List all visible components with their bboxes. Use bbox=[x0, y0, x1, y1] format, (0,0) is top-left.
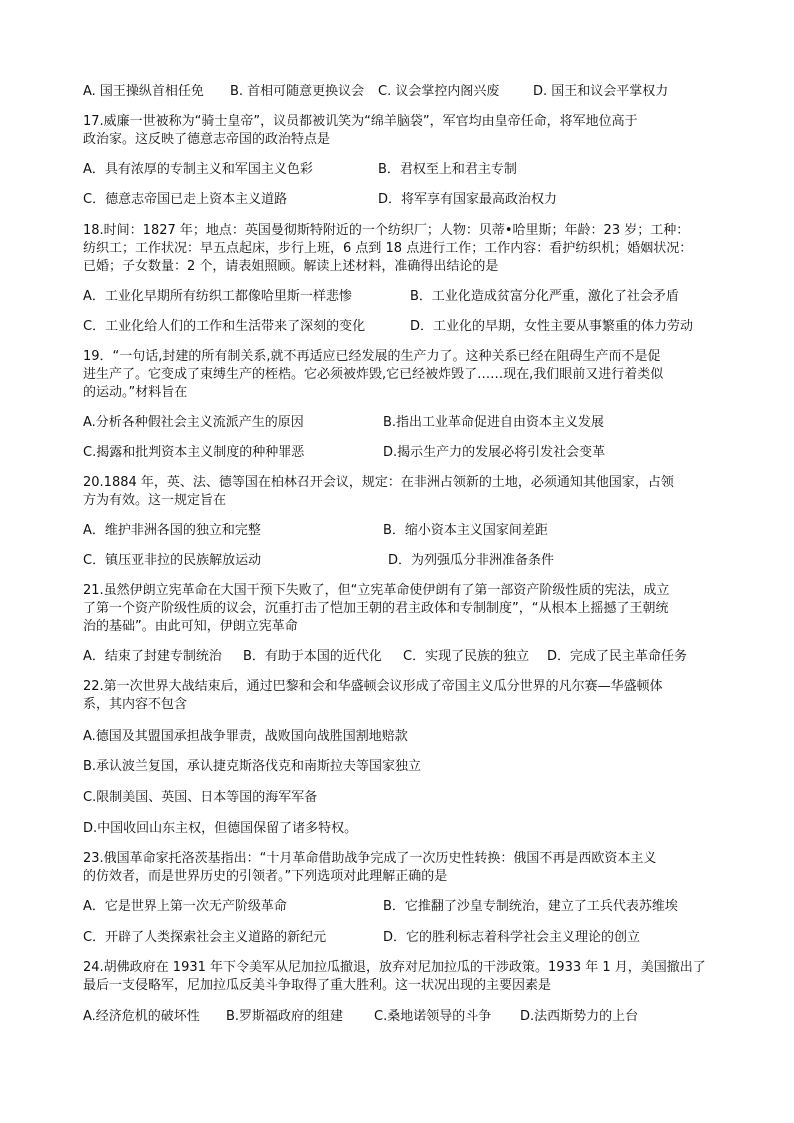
q17-option-c: C．德意志帝国已走上资本主义道路 bbox=[83, 192, 288, 207]
q17-option-d: D．将军享有国家最高政治权力 bbox=[378, 192, 558, 207]
q16-option-d: D. 国王和议会平掌权力 bbox=[533, 84, 669, 99]
q22-option-c: C.限制美国、英国、日本等国的海军军备 bbox=[83, 790, 318, 805]
q17-option-a: A．具有浓厚的专制主义和军国主义色彩 bbox=[83, 162, 313, 177]
q21-option-b: B．有助于本国的近代化 bbox=[243, 649, 382, 664]
q22-option-a: A.德国及其盟国承担战争罪责，战败国向战胜国割地赔款 bbox=[83, 729, 408, 744]
q17-option-b: B．君权至上和君主专制 bbox=[378, 162, 517, 177]
q23-option-c: C．开辟了人类探索社会主义道路的新纪元 bbox=[83, 930, 327, 945]
q19-stem-line-1: 19．“一句话,封建的所有制关系,就不再适应已经发展的生产力了。这种关系已经在阻碍生产而不是促 bbox=[83, 349, 661, 364]
q23-option-b: B．它推翻了沙皇专制统治，建立了工兵代表苏维埃 bbox=[383, 899, 678, 914]
q23-option-d: D．它的胜利标志着科学社会主义理论的创立 bbox=[383, 930, 641, 945]
q21-stem-line-3: 治的基础”。由此可知，伊朗立宪革命 bbox=[83, 619, 298, 634]
q19-option-c: C.揭露和批判资本主义制度的种种罪恶 bbox=[83, 445, 305, 460]
q19-option-d: D.揭示生产力的发展必将引发社会变革 bbox=[383, 445, 606, 460]
q16-option-a: A. 国王操纵首相任免 bbox=[83, 84, 204, 99]
q24-stem-line-2: 最后一支侵略军，尼加拉瓜反美斗争取得了重大胜利。这一状况出现的主要因素是 bbox=[83, 978, 552, 993]
q17-stem-line-2: 政治家。这反映了德意志帝国的政治特点是 bbox=[83, 132, 331, 147]
q20-option-d: D．为列强瓜分非洲准备条件 bbox=[388, 553, 555, 568]
q19-option-b: B.指出工业革命促进自由资本主义发展 bbox=[383, 415, 605, 430]
q23-stem-line-2: 的仿效者，而是世界历史的引领者。”下列选项对此理解正确的是 bbox=[83, 869, 448, 884]
q19-stem-line-2: 进生产了。它变成了束缚生产的桎梏。它必须被炸毁,它已经被炸毁了……现在,我们眼前又进行着类似 bbox=[83, 367, 664, 382]
q18-option-c: C．工业化给人们的工作和生活带来了深刻的变化 bbox=[83, 319, 366, 334]
q24-option-c: C.桑地诺领导的斗争 bbox=[374, 1009, 492, 1024]
q23-option-a: A．它是世界上第一次无产阶级革命 bbox=[83, 899, 287, 914]
q22-stem-line-1: 22.第一次世界大战结束后，通过巴黎和会和华盛顿会议形成了帝国主义瓜分世界的凡尔赛—华盛顿体 bbox=[83, 679, 663, 694]
q20-stem-line-2: 方为有效。这一规定旨在 bbox=[83, 493, 227, 508]
q19-option-a: A.分析各种假社会主义流派产生的原因 bbox=[83, 415, 304, 430]
q22-option-b: B.承认波兰复国，承认捷克斯洛伐克和南斯拉夫等国家独立 bbox=[83, 759, 422, 774]
q21-option-d: D．完成了民主革命任务 bbox=[547, 649, 688, 664]
q18-option-d: D．工业化的早期，女性主要从事繁重的体力劳动 bbox=[410, 319, 694, 334]
q19-stem-line-3: 的运动。”材料旨在 bbox=[83, 385, 188, 400]
q21-stem-line-1: 21.虽然伊朗立宪革命在大国干预下失败了，但“立宪革命使伊朗有了第一部资产阶级性质的宪法，成立 bbox=[83, 583, 670, 598]
q18-stem-line-2: 纺织工；工作状况：早五点起床，步行上班，6 点到 18 点进行工作；工作内容：看护纺织机；婚姻状况： bbox=[83, 241, 693, 256]
q20-option-c: C．镇压亚非拉的民族解放运动 bbox=[83, 553, 262, 568]
q16-option-c: C. 议会掌控内阁兴废 bbox=[378, 84, 500, 99]
q21-option-a: A．结束了封建专制统治 bbox=[83, 649, 222, 664]
q24-option-a: A.经济危机的破坏性 bbox=[83, 1009, 200, 1024]
q22-stem-line-2: 系，其内容不包含 bbox=[83, 697, 188, 712]
q21-stem-line-2: 了第一个资产阶级性质的议会，沉重打击了恺加王朝的君主政体和专制制度”，“从根本上摇撼了王朝统 bbox=[83, 601, 669, 616]
q20-option-b: B．缩小资本主义国家间差距 bbox=[383, 523, 548, 538]
q18-option-b: B．工业化造成贫富分化严重，激化了社会矛盾 bbox=[410, 289, 679, 304]
q20-stem-line-1: 20.1884 年，英、法、德等国在柏林召开会议，规定：在非洲占领新的土地，必须通知其他国家，占领 bbox=[83, 475, 674, 490]
q20-option-a: A．维护非洲各国的独立和完整 bbox=[83, 523, 261, 538]
q17-stem-line-1: 17.威廉一世被称为“骑士皇帝”，议员都被讥笑为“绵羊脑袋”，军官均由皇帝任命，将军地位高于 bbox=[83, 114, 638, 129]
q18-option-a: A．工业化早期所有纺织工都像哈里斯一样悲惨 bbox=[83, 289, 352, 304]
q22-option-d: D.中国收回山东主权，但德国保留了诸多特权。 bbox=[83, 821, 358, 836]
q24-option-b: B.罗斯福政府的组建 bbox=[226, 1009, 344, 1024]
q24-stem-line-1: 24.胡佛政府在 1931 年下令美军从尼加拉瓜撤退，放弃对尼加拉瓜的干涉政策。1933 年 1 月，美国撤出了 bbox=[83, 960, 706, 975]
q18-stem-line-1: 18.时间：1827 年；地点：英国曼彻斯特附近的一个纺织厂；人物：贝蒂•哈里斯；年龄：23 岁；工种： bbox=[83, 223, 690, 238]
q24-option-d: D.法西斯势力的上台 bbox=[520, 1009, 639, 1024]
q23-stem-line-1: 23.俄国革命家托洛茨基指出：“十月革命借助战争完成了一次历史性转换：俄国不再是西欧资本主义 bbox=[83, 851, 657, 866]
q18-stem-line-3: 已婚；子女数量：2 个，请表姐照顾。解读上述材料，准确得出结论的是 bbox=[83, 259, 499, 274]
q16-option-b: B. 首相可随意更换议会 bbox=[230, 84, 365, 99]
q21-option-c: C．实现了民族的独立 bbox=[403, 649, 530, 664]
